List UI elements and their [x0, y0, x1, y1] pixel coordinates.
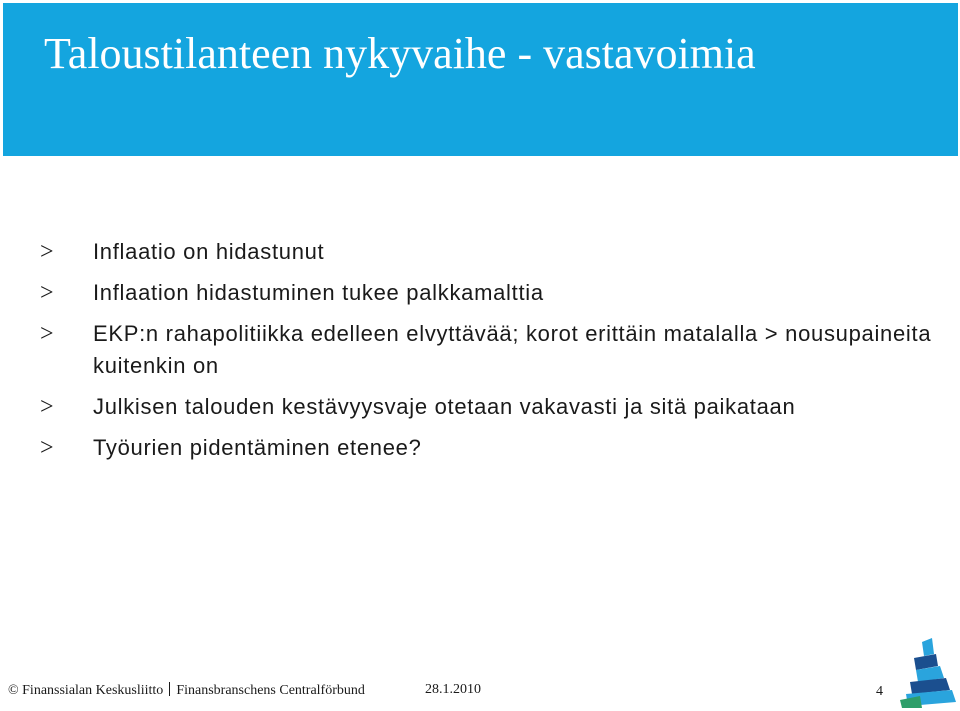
footer-date: 28.1.2010	[425, 682, 481, 697]
bullet-marker: >	[40, 321, 54, 347]
bullet-item	[40, 432, 940, 464]
bullet-list	[40, 236, 940, 473]
bullet-text: Inflaatio on hidastunut	[93, 239, 325, 264]
slide-title: Taloustilanteen nykyvaihe - vastavoimia	[44, 29, 756, 78]
bullet-marker: >	[40, 394, 54, 420]
page-number: 4	[876, 684, 883, 699]
footer	[8, 682, 365, 699]
bullet-marker: >	[40, 435, 54, 461]
footer-divider	[169, 682, 170, 696]
title-band	[3, 3, 958, 156]
bullet-item	[40, 391, 940, 423]
bullet-marker: >	[40, 239, 54, 265]
footer-org-fi: Finanssialan Keskusliitto	[22, 683, 164, 698]
bullet-text: Inflaation hidastuminen tukee palkkamalttia	[93, 280, 544, 305]
bullet-text: Julkisen talouden kestävyysvaje otetaan vakavasti ja sitä paikataan	[93, 394, 796, 419]
bullet-text: EKP:n rahapolitiikka edelleen elvyttävää; korot erittäin matalalla > nousupaineita kuitenkin on	[93, 321, 932, 378]
fk-logo-icon	[900, 638, 958, 708]
logo-shard-top	[922, 638, 934, 656]
bullet-item	[40, 277, 940, 309]
copyright-symbol: ©	[8, 683, 19, 698]
footer-org-sv: Finansbranschens Centralförbund	[176, 683, 365, 698]
bullet-item	[40, 236, 940, 268]
bullet-item	[40, 318, 940, 382]
bullet-marker: >	[40, 280, 54, 306]
bullet-text: Työurien pidentäminen etenee?	[93, 435, 422, 460]
